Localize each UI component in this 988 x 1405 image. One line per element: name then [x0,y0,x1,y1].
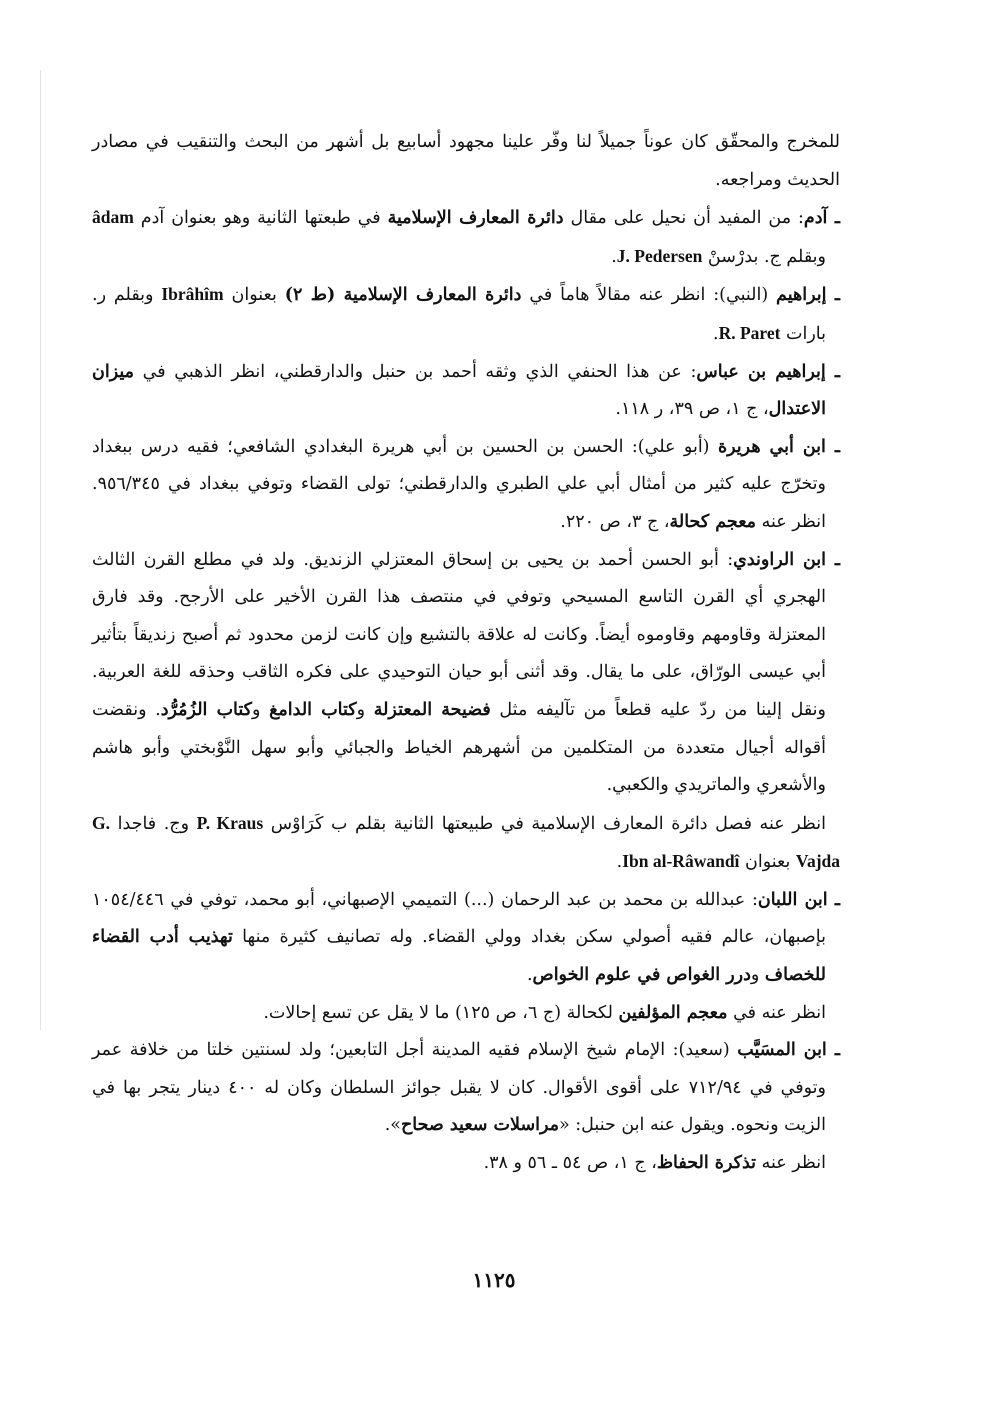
entry-text: في طبعتها الثانية وهو بعنوان آدم [133,208,388,229]
quotation: مراسلات سعيد صحاح [400,1115,559,1136]
entry-heading: ـ ابن المسَيَّب [737,1040,840,1061]
entry-adam [92,199,840,276]
page-number: ١١٢٥ [472,1268,516,1292]
entry-text: (النبي): انظر عنه مقالاً هاماً في [521,285,777,306]
entry-text: و [750,965,765,986]
latin-author: G. Vajda [92,812,840,872]
note-text: انظر عنه [756,1153,826,1174]
entry-text: . ونقضت أقواله أجيال متعددة من المتكلمين من أشهرهم الخياط والجبائي وأبو سهل النَّوْبختي وأبو هاشم والأشعري والماتريدي والكعبي. [92,699,826,796]
note-text: بعنوان [739,852,796,873]
source-title: ميزان الاعتدال [92,361,826,420]
entry-text: ، ج ٣، ص ٢٢٠. [560,511,670,532]
entry-text: (سعيد): الإمام شيخ الإسلام فقيه المدينة أجل التابعين؛ ولد لسنتين خلتا من خلافة عمر وتوفي في ٧١٢/٩٤ على أقوى الأقوال. كان لا يقبل جوائز السلطان وكان له ٤٠٠ دينار يتجر بها في الزيت ونحوه. ويقول عنه ابن حنبل: « [92,1040,826,1136]
entry-text: (أبو علي): الحسن بن الحسين بن أبي هريرة البغدادي الشافعي؛ فقيه درس ببغداد وتخرّج عليه كثير من أمثال أبي علي الطبري والدارقطني؛ تولى القضاء وتوفي ببغداد في ٩٥٦/٣٤٥. انظر عنه [92,436,826,532]
note-text: وج. فاجدا [110,813,197,834]
entry-text: و [252,699,270,720]
entry-text: ، ج ١، ص ٣٩، ر ١١٨. [615,399,769,420]
entry-text: . [611,246,617,267]
entry-ibn-al-musayyab [92,1032,840,1145]
source-title: تذكرة الحفاظ [656,1153,757,1174]
latin-author: J. Pedersen [616,245,703,266]
intro-paragraph [92,124,840,199]
entry-ibn-al-labban [92,882,840,995]
entry-ibn-abi-hurayra [92,429,840,542]
source-title: دائرة المعارف الإسلامية (ط ٢) [284,285,522,306]
note-text: ، ج ١، ص ٥٤ ـ ٥٦ و ٣٨. [483,1153,657,1174]
source-title: معجم كحالة [669,511,757,532]
body-text [92,124,840,1183]
latin-author: P. Kraus [196,812,264,833]
latin-term: âdam [92,207,134,228]
entry-text: وبقلم ج. بدرْسنْ [702,246,826,267]
entry-text: : عن هذا الحنفي الذي وثقه أحمد بن حنبل والدارقطني، انظر الذهبي في [134,361,697,382]
entry-heading: ـ ابن أبي هريرة [717,436,841,457]
source-title: دائرة المعارف الإسلامية [387,208,564,229]
entry-text: : أبو الحسن أحمد بن يحيى بن إسحاق المعتزلي الزنديق. ولد في مطلع القرن الثالث الهجري أي القرن التاسع المسيحي وتوفي في منتصف هذا القرن الأخير على الأرجح. وقد فارق المعتزلة وقاومهم وقاوموه أيضاً. وكانت له علاقة بالتشيع وإن كانت لزمن محدود ثم أصبح زنديقاً بتأثير أبي عيسى الورّاق، على ما يقال. وقد أثنى أبو حيان التوحيدي على فكره الثاقب وحذقه للغة العربية. ونقل إلينا من ردّ عليه قطعاً من تآليفه مثل [92,549,826,720]
latin-term: Ibrâhîm [161,284,224,305]
entry-text: . [526,965,533,986]
note-text: انظر عنه في [727,1002,826,1023]
entry-heading: ـ ابن اللبان [757,889,840,910]
entry-ibrahim [92,276,840,353]
latin-term: Ibn al-Râwandî [622,851,740,872]
source-title: معجم المؤلفين [618,1002,728,1023]
entry-ibrahim-ibn-abbas [92,354,840,429]
entry-heading: ـ ابن الراوندي [733,549,840,570]
note-text: انظر عنه فصل دائرة المعارف الإسلامية في طبيعتها الثانية بقلم ب كَرَاوْس [263,813,826,834]
scan-margin-line [40,70,41,1030]
note-tadhkira [92,1145,840,1183]
latin-author: R. Paret [718,322,781,343]
entry-text: بعنوان [223,285,285,306]
entry-text: . [712,323,719,344]
note-kahhala [92,995,840,1033]
source-title: درر الغواص في علوم الخواص [532,965,751,986]
source-title: فضيحة المعتزلة [373,699,491,720]
entry-ibn-al-rawandi [92,542,840,805]
note-text: لكحالة (ج ٦، ص ١٢٥) ما لا يقل عن تسع إحالات. [263,1002,619,1023]
entry-heading: ـ إبراهيم [776,285,840,306]
source-title: كتاب الزُمُرُّد [160,699,252,720]
entry-heading: ـ آدم [803,208,841,229]
entry-text: وبقلم ر. بارات [92,285,826,344]
entry-text: ». [384,1115,401,1136]
source-title: كتاب الدامغ [269,699,357,720]
intro-text: للمخرج والمحقّق كان عوناً جميلاً لنا وفّر علينا مجهود أسابيع بل أشهر من البحث والتنقيب في مصادر الحديث ومراجعه. [92,132,840,190]
entry-text: و [356,699,374,720]
entry-text: : عبدالله بن محمد بن عبد الرحمان (...) التميمي الإصبهاني، أبو محمد، توفي في ١٠٥٤/٤٤٦ بإصبهان، عالم فقيه أصولي سكن بغداد وولي القضاء. وله تصانيف كثيرة منها [92,889,826,948]
note-kraus-vajda [92,805,840,882]
entry-heading: ـ إبراهيم بن عباس [696,361,840,382]
source-title: تهذيب أدب القضاء للخصاف [92,927,826,986]
note-text: . [616,852,623,873]
entry-text: : من المفيد أن نحيل على مقال [563,208,804,229]
